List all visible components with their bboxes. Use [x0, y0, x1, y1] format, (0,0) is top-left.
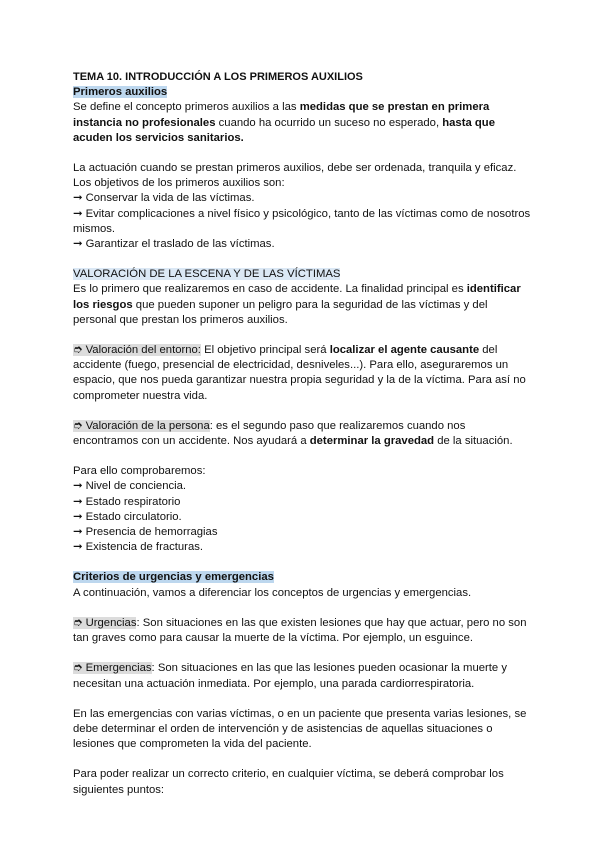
valoracion-intro: [73, 282, 533, 328]
section-heading-criterios: [73, 570, 533, 585]
check-item: ➞ Existencia de fracturas.: [73, 541, 204, 554]
text-run: Es lo primero que realizaremos en caso de accidente. La finalidad principal es: [73, 283, 467, 296]
section-heading-primeros-auxilios: [73, 85, 533, 100]
bold-run: medidas que se prestan en primera instancia no profesionales: [73, 101, 490, 129]
emergencias-paragraph: [73, 661, 533, 691]
text-run: El objetivo principal será: [200, 344, 330, 357]
bold-run: hasta que acuden los servicios sanitarios.: [73, 116, 495, 144]
text-run: : Son situaciones en las que existen lesiones que hay que actuar, pero no son tan graves como para causar la muerte de la víctima. Por ejemplo, un esguince.: [73, 616, 527, 645]
document-content: [73, 70, 533, 798]
text-run: : es el segundo paso que realizaremos cuando nos encontramos con un accidente. Nos ayudará a: [73, 419, 466, 448]
heading-text: VALORACIÓN DE LA ESCENA Y DE LAS VÍCTIMAS: [73, 268, 341, 281]
text-run: cuando ha ocurrido un suceso no esperado,: [215, 116, 443, 129]
criterios-intro: A continuación, vamos a diferenciar los conceptos de urgencias y emergencias.: [73, 586, 472, 599]
bold-run: determinar la gravedad: [309, 435, 435, 448]
text-run: de la situación.: [434, 435, 513, 448]
objetivos-intro: Los objetivos de los primeros auxilios son:: [73, 177, 285, 190]
document-title: TEMA 10. INTRODUCCIÓN A LOS PRIMEROS AUXILIOS: [73, 71, 363, 83]
actuacion-paragraph: La actuación cuando se prestan primeros auxilios, debe ser ordenada, tranquila y eficaz.: [73, 162, 517, 175]
check-item: ➞ Estado respiratorio: [73, 495, 181, 508]
objective-item: ➞ Conservar la vida de las víctimas.: [73, 192, 255, 205]
text-run: del accidente (fuego, presencial de electricidad, desniveles...). Para ello, aseguraremos un espacio, que nos pueda garantizar nuestra propia seguridad y la de la víctima. Para así no comprometer nuestra vida.: [73, 344, 526, 402]
criterio-paragraph: Para poder realizar un correcto criterio, en cualquier víctima, se deberá comprobar los siguientes puntos:: [73, 768, 504, 796]
bold-run: localizar el agente causante: [329, 344, 480, 357]
text-run: que pueden suponer un peligro para la seguridad de las víctimas y del personal que prestan los primeros auxilios.: [73, 298, 488, 326]
check-item: ➞ Nivel de conciencia.: [73, 480, 187, 493]
valoracion-persona-paragraph: [73, 419, 533, 449]
urgencias-label: ➮ Urgencias: [73, 616, 137, 629]
section-heading-valoracion: [73, 267, 533, 282]
check-item: ➞ Estado circulatorio.: [73, 510, 182, 523]
entorno-label: ➮ Valoración del entorno:: [73, 344, 201, 357]
emergencias-label: ➮ Emergencias: [73, 662, 152, 675]
objective-item: ➞ Garantizar el traslado de las víctimas.: [73, 238, 275, 251]
persona-label: ➮ Valoración de la persona: [73, 419, 210, 432]
heading-text: Primeros auxilios: [73, 86, 168, 99]
objective-item: ➞ Evitar complicaciones a nivel físico y psicológico, tanto de las víctimas como de nosotros mismos.: [73, 207, 531, 235]
bold-run: identificar los riesgos: [73, 283, 521, 311]
definition-paragraph: [73, 100, 533, 146]
multiple-victims-paragraph: En las emergencias con varias víctimas, o en un paciente que presenta varias lesiones, se debe determinar el orden de intervención y de asistencias de aquellas situaciones o lesiones que comprometen la vida del paciente.: [73, 707, 527, 751]
check-item: ➞ Presencia de hemorragias: [73, 526, 218, 539]
text-run: Se define el concepto primeros auxilios a las: [73, 101, 300, 114]
valoracion-entorno-paragraph: [73, 343, 533, 404]
heading-text: Criterios de urgencias y emergencias: [73, 571, 274, 584]
text-run: : Son situaciones en las que las lesiones pueden ocasionar la muerte y necesitan una actuación inmediata. Por ejemplo, una parada cardiorrespiratoria.: [73, 662, 507, 690]
urgencias-paragraph: [73, 616, 533, 646]
check-intro: Para ello comprobaremos:: [73, 465, 206, 478]
